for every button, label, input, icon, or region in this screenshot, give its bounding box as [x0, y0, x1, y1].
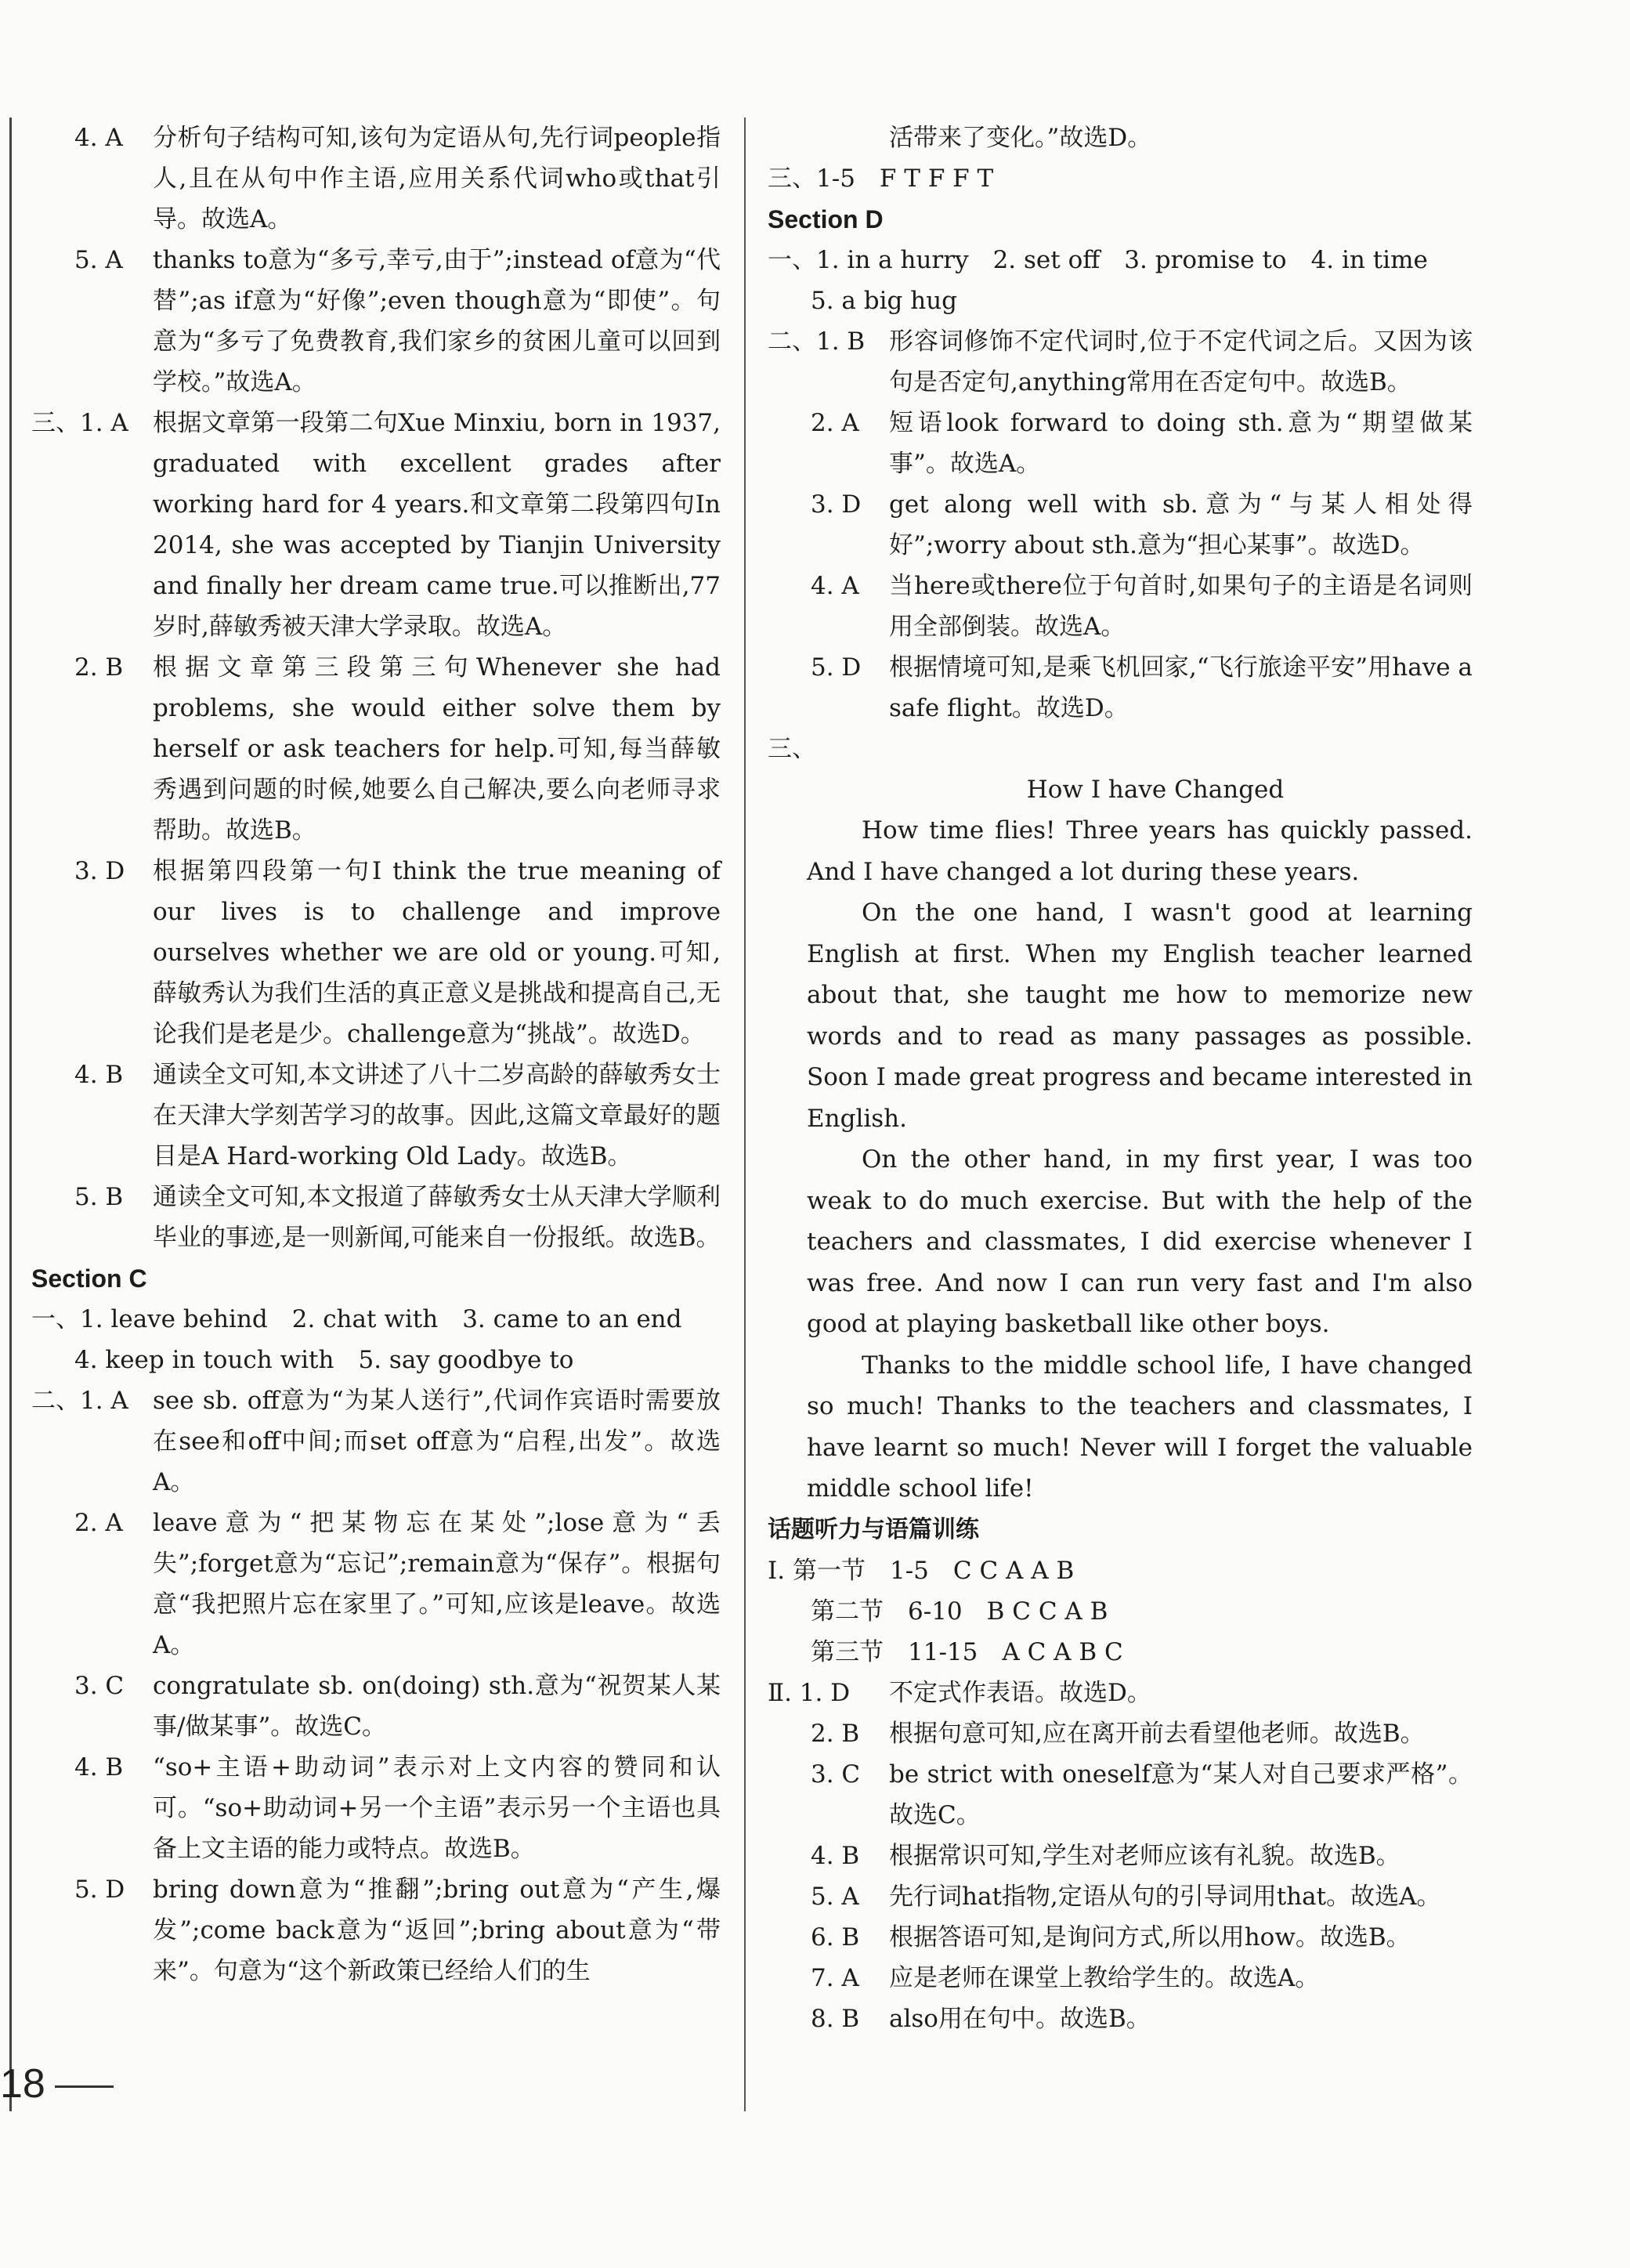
part-label: Ⅰ. [768, 1556, 786, 1585]
listening-answers: 第一节 1-5 C C A A B [792, 1556, 1075, 1585]
section-d-heading: Section D [768, 205, 884, 233]
answer-explanation: leave意为“把某物忘在某处”;lose意为“丢失”;forget意为“忘记”;remain意为“保存”。根据句意“我把照片忘在家里了。”可知,应该是leave。故选A。 [153, 1509, 721, 1659]
answer-explanation: 根据文章第一段第二句Xue Minxiu, born in 1937, graduated with excellent grades after working hard for 4 years.和文章第二段第四句In 2014, she was accepted by Tianjin University and finally her dream came true.可以推断出,77岁时,薛敏秀被天津大学录取。故选A。 [153, 409, 721, 641]
listening-heading: 话题听力与语篇训练 [768, 1515, 979, 1543]
answer-explanation: 通读全文可知,本文报道了薛敏秀女士从天津大学顺利毕业的事迹,是一则新闻,可能来自一份报纸。故选B。 [153, 1183, 721, 1252]
answer-label: 5. A [74, 246, 123, 274]
listening-row: 第三节 11-15 A C A B C [811, 1637, 1123, 1666]
answer-label: 1. D [799, 1678, 851, 1707]
answer-label: 3. D [811, 490, 862, 519]
part-label: 二、 [31, 1387, 80, 1415]
left-margin-rule [9, 118, 12, 2111]
answer-item [768, 1754, 1473, 1836]
answer-explanation: 根据句意可知,应在离开前去看望他老师。故选B。 [889, 1719, 1425, 1748]
listening-row [768, 1550, 1473, 1591]
page-number-dash [55, 2085, 114, 2088]
answer-item [31, 1177, 721, 1258]
essay-paragraph: How time flies! Three years has quickly passed. And I have changed a lot during these years. [807, 816, 1473, 886]
answer-explanation: “so+主语+助动词”表示对上文内容的赞同和认可。“so+助动词+另一个主语”表示另一个主语也具备上文主语的能力或特点。故选B。 [153, 1753, 721, 1863]
answer-item [31, 403, 721, 647]
answer-item [768, 566, 1473, 647]
answer-explanation: get along well with sb.意为“与某人相处得好”;worry about sth.意为“担心某事”。故选D。 [889, 490, 1473, 559]
answer-explanation: 根据情境可知,是乘飞机回家,“飞行旅途平安”用have a safe flight。故选D。 [889, 653, 1473, 722]
answer-label: 1. A [80, 1387, 128, 1415]
answer-explanation: bring down意为“推翻”;bring out意为“产生,爆发”;come back意为“返回”;bring about意为“带来”。句意为“这个新政策已经给人们的生 [153, 1876, 721, 1985]
answer-item [31, 240, 721, 403]
answer-label: 5. A [811, 1882, 859, 1911]
answer-item [31, 118, 721, 240]
answer-label: 4. B [74, 1061, 124, 1089]
answer-label: 5. B [74, 1183, 124, 1211]
part-label: 三、 [768, 735, 816, 763]
answer-label: 2. A [811, 409, 859, 437]
answer-explanation: 形容词修饰不定代词时,位于不定代词之后。又因为该句是否定句,anything常用在否定句中。故选B。 [889, 327, 1473, 396]
answer-item [31, 1054, 721, 1177]
answer-explanation: 分析句子结构可知,该句为定语从句,先行词people指人,且在从句中作主语,应用关系代词who或that引导。故选A。 [153, 124, 721, 233]
answer-item [768, 321, 1473, 403]
answer-item [31, 851, 721, 1054]
answer-item [768, 1958, 1473, 1999]
answer-label: 5. D [74, 1876, 125, 1904]
part-label: Ⅱ. [768, 1678, 792, 1707]
answer-item [768, 1673, 1473, 1713]
answer-item [31, 1380, 721, 1503]
answer-label: 7. A [811, 1963, 859, 1992]
answer-item [768, 403, 1473, 484]
page-number: 18 [0, 2061, 45, 2107]
essay-paragraph: Thanks to the middle school life, I have changed so much! Thanks to the teachers and classmates, I have learnt so much! Never will I forget the valuable middle school life! [807, 1351, 1473, 1503]
answer-explanation: congratulate sb. on(doing) sth.意为“祝贺某人某事/做某事”。故选C。 [153, 1672, 721, 1741]
answer-explanation: be strict with oneself意为“某人对自己要求严格”。故选C。 [889, 1760, 1473, 1829]
answer-label: 1. B [816, 327, 866, 356]
answer-explanation: also用在句中。故选B。 [889, 2004, 1151, 2033]
section-c-part1-row2: 4. keep in touch with 5. say goodbye to [74, 1346, 574, 1374]
answer-label: 4. B [811, 1841, 860, 1870]
section-c-heading: Section C [31, 1264, 147, 1293]
answer-item [768, 1999, 1473, 2039]
answer-item [768, 1876, 1473, 1917]
true-false-answers: 三、1-5 F T F F T [768, 165, 994, 193]
answer-label: 3. C [811, 1760, 861, 1789]
part-label: 二、 [768, 327, 816, 356]
left-column [31, 118, 721, 1991]
essay-paragraph: On the other hand, in my first year, I was too weak to do much exercise. But with the help of the teachers and classmates, I did exercise whenever I was free. And now I can run very fast and I'm also good at playing basketball like other boys. [807, 1145, 1473, 1338]
answer-label: 5. D [811, 653, 862, 682]
answer-item [768, 1713, 1473, 1754]
answer-label: 8. B [811, 2004, 860, 2033]
column-divider [744, 118, 746, 2111]
answer-label: 2. B [74, 653, 124, 682]
answer-explanation: 不定式作表语。故选D。 [889, 1678, 1151, 1707]
answer-label: 1. A [80, 409, 128, 437]
answer-item [768, 1836, 1473, 1876]
answer-explanation: 先行词hat指物,定语从句的引导词用that。故选A。 [889, 1882, 1441, 1911]
answer-item [31, 1666, 721, 1747]
essay-paragraph: On the one hand, I wasn't good at learning English at first. When my English teacher learned about that, she taught me how to memorize new words and to read as many passages as possible. Soon I made great progress and became interested in English. [807, 899, 1473, 1133]
answer-item [31, 1503, 721, 1666]
answer-label: 3. C [74, 1672, 125, 1700]
essay-title: How I have Changed [1026, 776, 1285, 804]
answer-label: 4. B [74, 1753, 124, 1781]
listening-row: 第二节 6-10 B C C A B [811, 1597, 1108, 1626]
answer-label: 2. B [811, 1719, 860, 1748]
answer-item [768, 1917, 1473, 1958]
answer-label: 6. B [811, 1923, 860, 1951]
answer-label: 3. D [74, 857, 125, 885]
answer-item [768, 484, 1473, 566]
answer-label: 4. A [74, 124, 123, 152]
answer-explanation: 根据答语可知,是询问方式,所以用how。故选B。 [889, 1923, 1411, 1951]
answer-explanation: 根据常识可知,学生对老师应该有礼貌。故选B。 [889, 1841, 1400, 1870]
answer-item [31, 1869, 721, 1991]
answer-item [31, 1747, 721, 1869]
answer-explanation: see sb. off意为“为某人送行”,代词作宾语时需要放在see和off中间;而set off意为“启程,出发”。故选A。 [153, 1387, 721, 1496]
answer-explanation: 短语look forward to doing sth.意为“期望做某事”。故选A。 [889, 409, 1473, 478]
answer-item [31, 647, 721, 851]
answer-explanation: 根据第四段第一句I think the true meaning of our lives is to challenge and improve ourselves whether we are old or young.可知,薛敏秀认为我们生活的真正意义是挑战和提高自己,无论我们是老是少。challenge意为“挑战”。故选D。 [153, 857, 721, 1048]
answer-label: 2. A [74, 1509, 123, 1537]
right-column [768, 118, 1473, 2039]
answer-label: 4. A [811, 572, 859, 600]
answer-explanation: 根据文章第三段第三句Whenever she had problems, she would either solve them by herself or ask teachers for help.可知,每当薛敏秀遇到问题的时候,她要么自己解决,要么向老师寻求帮助。故选B。 [153, 653, 721, 845]
section-d-part1-row2: 5. a big hug [811, 287, 957, 315]
part-label: 三、 [31, 409, 80, 437]
continued-explanation: 活带来了变化。”故选D。 [889, 124, 1152, 152]
answer-explanation: 通读全文可知,本文讲述了八十二岁高龄的薛敏秀女士在天津大学刻苦学习的故事。因此,这篇文章最好的题目是A Hard-working Old Lady。故选B。 [153, 1061, 721, 1170]
answer-explanation: thanks to意为“多亏,幸亏,由于”;instead of意为“代替”;as if意为“好像”;even though意为“即使”。句意为“多亏了免费教育,我们家乡的贫困儿童可以回到学校。”故选A。 [153, 246, 721, 396]
answer-explanation: 应是老师在课堂上教给学生的。故选A。 [889, 1963, 1320, 1992]
answer-item [768, 647, 1473, 729]
section-c-part1-row1: 一、1. leave behind 2. chat with 3. came to an end [31, 1305, 682, 1333]
answer-explanation: 当here或there位于句首时,如果句子的主语是名词则用全部倒装。故选A。 [889, 572, 1473, 641]
section-d-part1-row1: 一、1. in a hurry 2. set off 3. promise to 4. in time [768, 246, 1428, 274]
